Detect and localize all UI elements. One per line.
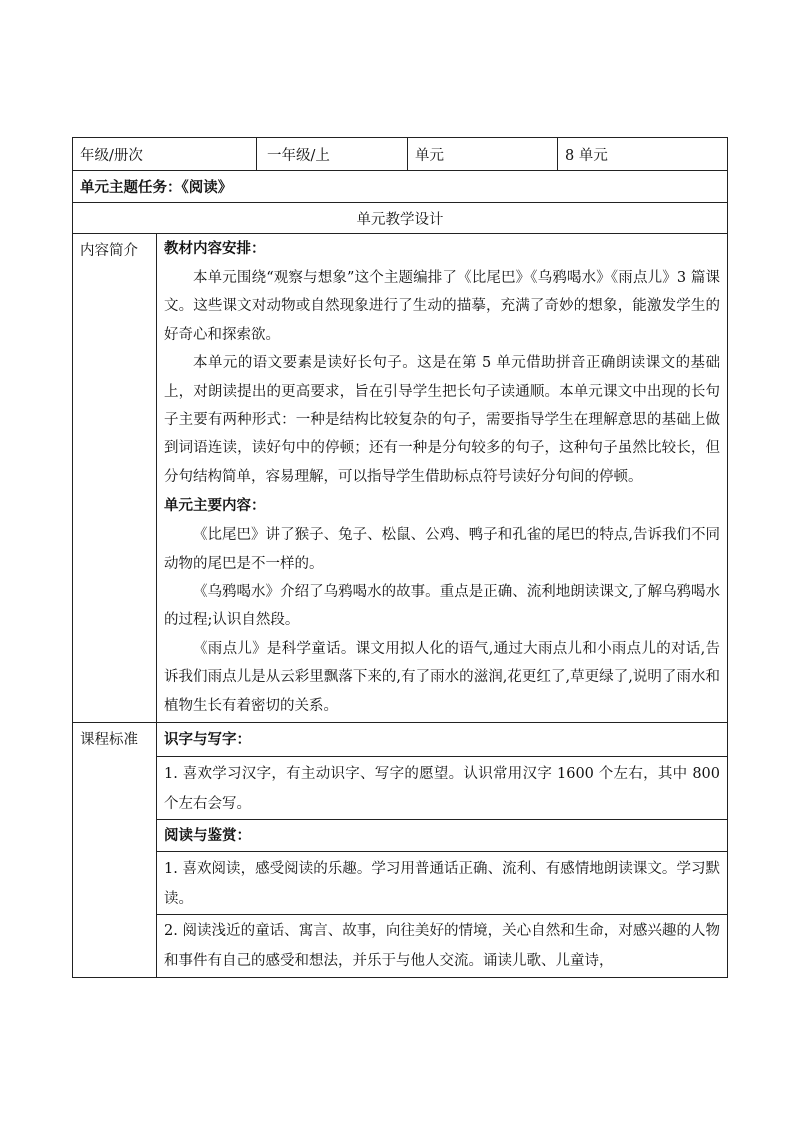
standard-label: 课程标准 xyxy=(73,723,157,978)
main-content-paragraph: 《雨点儿》是科学童话。课文用拟人化的语气,通过大雨点儿和小雨点儿的对话,告诉我们雨点儿是从云彩里飘落下来的,有了雨水的滋润,花更红了,草更绿了,说明了雨水和植物生长有着密切的关系。 xyxy=(164,640,721,714)
reading-item-block xyxy=(157,914,727,977)
writing-heading: 识字与写字： xyxy=(164,731,251,749)
intro-content xyxy=(157,234,728,723)
design-row xyxy=(73,203,728,234)
arrangement-paragraph: 本单元围绕“观察与想象”这个主题编排了《比尾巴》《乌鸦喝水》《雨点儿》3 篇课文。这些课文对动物或自然现象进行了生动的描摹，充满了奇妙的想象，能激发学生的好奇心和探索欲。 xyxy=(164,270,721,343)
main-content-paragraph: 《乌鸦喝水》介绍了乌鸦喝水的故事。重点是正确、流利地朗读课文,了解乌鸦喝水的过程;认识自然段。 xyxy=(164,584,721,629)
unit-design-table xyxy=(72,137,728,978)
header-row xyxy=(73,138,728,171)
standard-row xyxy=(73,723,728,978)
arrangement-heading: 教材内容安排： xyxy=(164,240,266,257)
unit-task: 单元主题任务：《阅读》 xyxy=(73,171,728,203)
main-content-paragraph: 《比尾巴》讲了猴子、兔子、松鼠、公鸡、鸭子和孔雀的尾巴的特点,告诉我们不同动物的尾巴是不一样的。 xyxy=(164,527,721,572)
standard-content xyxy=(157,723,728,978)
reading-item-block xyxy=(157,851,727,914)
reading-heading-block xyxy=(157,819,727,851)
arrangement-paragraph: 本单元的语文要素是读好长句子。这是在第 5 单元借助拼音正确朗读课文的基础上，对朗读提出的更高要求，旨在引导学生把长句子读通顺。本单元课文中出现的长句子主要有两种形式：一种是结构比较复杂的句子，需要指导学生在理解意思的基础上做到词语连读，读好句中的停顿；还有一种是分句较多的句子，这种句子虽然比较长，但分句结构简单，容易理解，可以指导学生借助标点符号读好分句间的停顿。 xyxy=(164,355,721,485)
intro-row xyxy=(73,234,728,723)
task-row xyxy=(73,171,728,203)
unit-value: 8 单元 xyxy=(558,138,728,171)
grade-label: 年级/册次 xyxy=(73,138,257,171)
reading-item: 2. 阅读浅近的童话、寓言、故事，向往美好的情境，关心自然和生命，对感兴趣的人物和事件有自己的感受和想法，并乐于与他人交流。诵读儿歌、儿童诗， xyxy=(164,923,721,969)
reading-heading: 阅读与鉴赏： xyxy=(164,827,251,845)
grade-value: 一年级/上 xyxy=(257,138,408,171)
intro-label: 内容简介 xyxy=(73,234,157,723)
design-title: 单元教学设计 xyxy=(73,203,728,234)
reading-item: 1. 喜欢阅读，感受阅读的乐趣。学习用普通话正确、流利、有感情地朗读课文。学习默读。 xyxy=(164,861,721,907)
main-content-heading: 单元主要内容： xyxy=(164,497,266,515)
writing-item-block xyxy=(157,756,727,819)
writing-item: 1. 喜欢学习汉字，有主动识字、写字的愿望。认识常用汉字 1600 个左右，其中 800 个左右会写。 xyxy=(164,766,721,812)
unit-label: 单元 xyxy=(408,138,558,171)
